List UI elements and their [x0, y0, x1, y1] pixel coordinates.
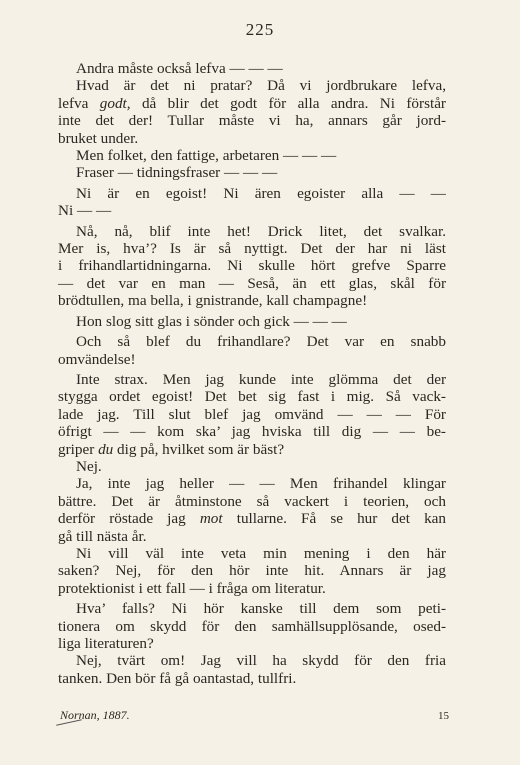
text-line: lefva godt, då blir det godt för alla andra. Ni förstår — [58, 94, 446, 112]
text-line: Och så blef du frihandlare? Det var en snabb — [76, 333, 446, 351]
body-text — [58, 60, 446, 687]
text-line: Mer is, hva’? Is är så nyttigt. Det der har ni läst — [58, 240, 446, 258]
text-line: Ni är en egoist! Ni ären egoister alla — — — [76, 184, 446, 202]
emphasized-word: godt, — [99, 94, 131, 112]
text-line: Andra måste också lefva — — — — [76, 60, 283, 77]
text-line: Fraser — tidningsfraser — — — — [76, 164, 278, 182]
text-line: protektionist i ett fall — i fråga om literatur. — [58, 579, 326, 597]
text-line: Nej, tvärt om! Jag vill ha skydd för den fria — [76, 652, 446, 670]
emphasized-word: du — [98, 440, 114, 458]
text-line: tanken. Den bör få gå oantastad, tullfri. — [58, 669, 297, 687]
text-line: Hvad är det ni pratar? Då vi jordbrukare lefva, — [76, 77, 446, 95]
text-line: Ni — — — [58, 202, 112, 220]
text-line: gå till nästa år. — [58, 527, 147, 545]
text-line: — det var en man — Seså, än ett glas, skål för — [58, 274, 446, 292]
text-line: i frihandlartidningarna. Ni skulle hört grefve Sparre — [58, 257, 446, 275]
text-line: tionera om skydd för den samhällsupplösande, osed- — [58, 617, 446, 635]
page-number: 225 — [245, 20, 275, 39]
text-line: Ja, inte jag heller — — Men frihandel klingar — [76, 475, 446, 493]
text-line: griper du dig på, hvilket som är bäst? — [58, 440, 285, 458]
text-line: omvändelse! — [58, 350, 136, 368]
text-line: Hon slog sitt glas i sönder och gick — — — — [76, 312, 347, 330]
text-line: saken? Nej, för den hör inte hit. Annars är jag — [58, 562, 446, 580]
text-line: Nå, nå, blif inte het! Drick litet, det svalkar. — [76, 222, 446, 240]
sheet-number: 15 — [438, 710, 449, 722]
text-line: liga literaturen? — [58, 635, 154, 652]
text-line: Nej. — [76, 457, 102, 475]
text-line: Men folket, den fattige, arbetaren — — — — [76, 147, 337, 165]
text-line: derför röstade jag mot tullarne. Få se hur det kan — [58, 510, 447, 528]
text-line: lade jag. Till slut blef jag omvänd — — — För — [58, 405, 446, 423]
text-line: brödtullen, ma bella, i gnistrande, kall champagne! — [58, 292, 368, 310]
text-line: inte det der! Tullar måste vi ha, annars går jord- — [58, 112, 446, 130]
text-line: Ni vill väl inte veta min mening i den här — [76, 544, 446, 562]
text-line: bruket under. — [58, 129, 139, 147]
text-line: Hva’ falls? Ni hör kanske till dem som peti- — [76, 600, 446, 618]
footer-signature: Nornan, 1887. — [60, 708, 130, 722]
text-line: bättre. Det är åtminstone så vackert i teorien, och — [58, 492, 446, 510]
text-line: Inte strax. Men jag kunde inte glömma det der — [76, 370, 446, 388]
emphasized-word: mot — [199, 510, 223, 528]
text-line: öfrigt — — kom ska’ jag hviska till dig — — be- — [58, 423, 446, 441]
text-line: stygga ordet egoist! Det bet sig fast i mig. Så vack- — [58, 388, 446, 406]
